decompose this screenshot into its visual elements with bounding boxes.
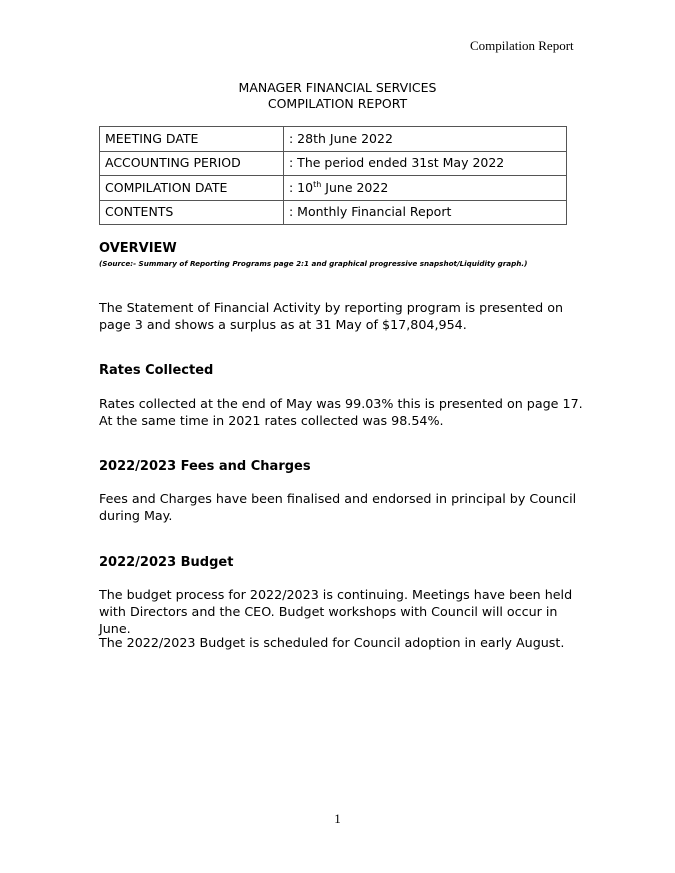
report-title-line-2: COMPILATION REPORT [267, 96, 408, 111]
budget-paragraph-1: The budget process for 2022/2023 is continuing. Meetings have been held with Directors and the CEO. Budget workshops with Council will occur in June. [99, 587, 573, 636]
meeting-date-label: MEETING DATE [100, 127, 284, 152]
accounting-period-label: ACCOUNTING PERIOD [100, 151, 284, 176]
meeting-details-table [99, 126, 567, 225]
running-header: Compilation Report [470, 38, 574, 53]
compilation-date-ordinal: th [313, 179, 322, 189]
overview-heading: OVERVIEW [99, 241, 177, 256]
table-row [100, 200, 567, 225]
table-row [100, 127, 567, 152]
overview-source-note: (Source:- Summary of Reporting Programs page 2:1 and graphical progressive snapshot/Liquidity graph.) [99, 259, 528, 268]
compilation-date-label: COMPILATION DATE [100, 176, 284, 201]
fees-charges-paragraph: Fees and Charges have been finalised and endorsed in principal by Council during May. [99, 491, 577, 523]
accounting-period-value: : The period ended 31st May 2022 [284, 151, 567, 176]
meeting-date-value: : 28th June 2022 [284, 127, 567, 152]
budget-paragraph-2: The 2022/2023 Budget is scheduled for Council adoption in early August. [99, 635, 565, 650]
page-number: 1 [334, 811, 341, 826]
rates-collected-heading: Rates Collected [99, 363, 214, 378]
compilation-date-prefix: : 10 [289, 179, 314, 195]
contents-value: : Monthly Financial Report [284, 200, 567, 225]
compilation-date-suffix: June 2022 [321, 179, 389, 195]
table-row [100, 176, 567, 201]
contents-label: CONTENTS [100, 200, 284, 225]
report-title-line-1: MANAGER FINANCIAL SERVICES [238, 80, 437, 95]
table-row [100, 151, 567, 176]
fees-charges-heading: 2022/2023 Fees and Charges [99, 459, 311, 474]
compilation-date-value [284, 176, 567, 201]
budget-heading: 2022/2023 Budget [99, 555, 234, 570]
overview-paragraph: The Statement of Financial Activity by reporting program is presented on page 3 and shows a surplus as at 31 May of $17,804,954. [99, 300, 564, 332]
rates-collected-paragraph: Rates collected at the end of May was 99.03% this is presented on page 17. At the same time in 2021 rates collected was 98.54%. [99, 396, 583, 428]
